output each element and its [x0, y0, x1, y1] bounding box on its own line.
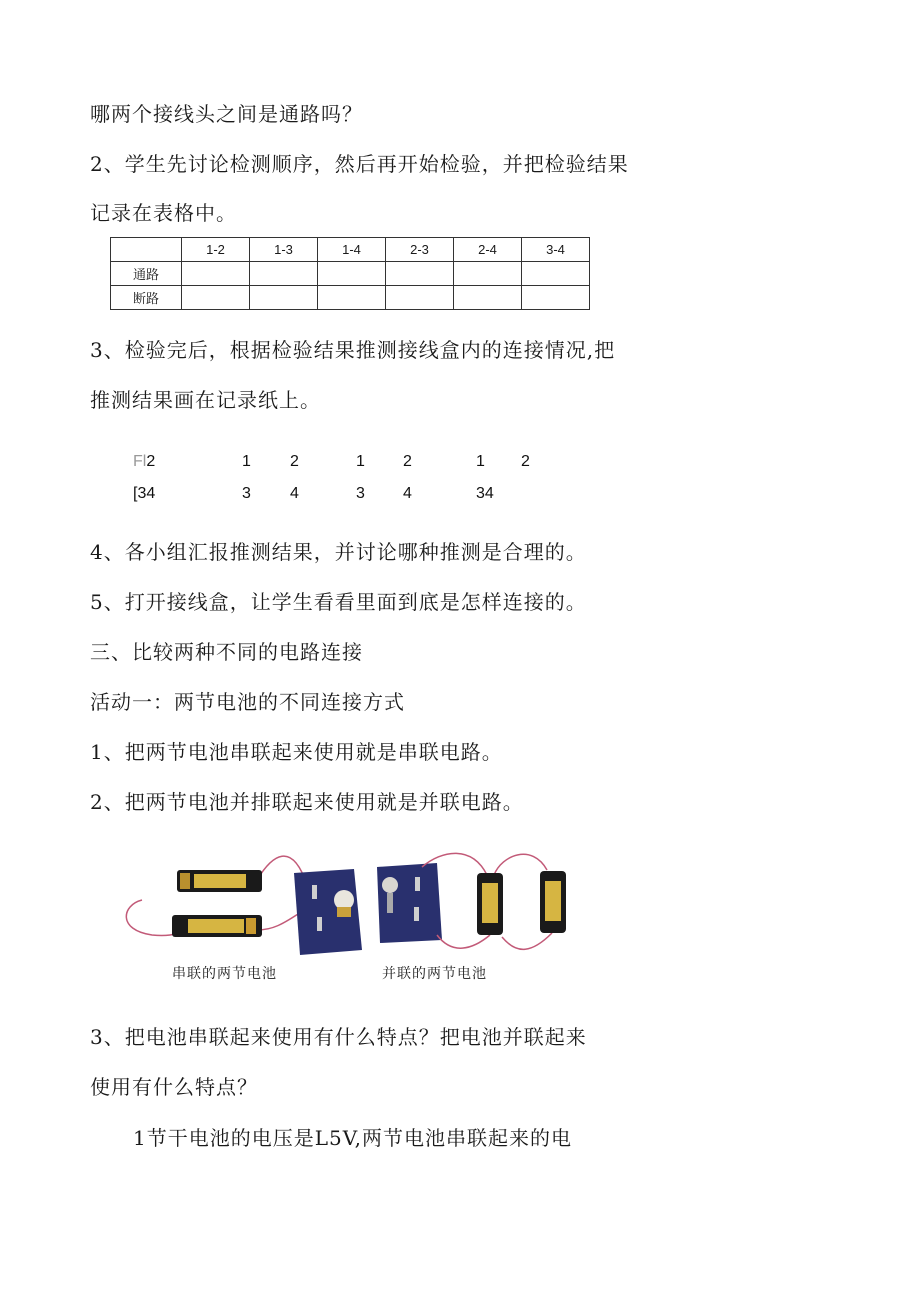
text-line: 推测结果画在记录纸上。	[90, 388, 321, 412]
parallel-batteries-illustration	[377, 853, 566, 949]
table-corner-cell	[111, 238, 182, 262]
guess-label: 1	[356, 453, 365, 470]
text-line: 2、学生先讨论检测顺序，然后再开始检验，并把检验结果	[90, 152, 629, 176]
series-batteries-illustration	[126, 856, 362, 955]
table-cell	[522, 262, 590, 286]
table-cell	[318, 286, 386, 310]
activity-heading: 活动一：两节电池的不同连接方式	[90, 690, 405, 714]
guess-label: 2	[403, 453, 412, 470]
table-header-cell: 2-4	[454, 238, 522, 262]
text-line: 4、各小组汇报推测结果，并讨论哪种推测是合理的。	[90, 540, 587, 564]
text-line: 1、把两节电池串联起来使用就是串联电路。	[90, 740, 503, 764]
guess-label: 2	[521, 453, 530, 470]
table-row-label: 通路	[111, 262, 182, 286]
table-cell	[318, 262, 386, 286]
guess-label: 3	[356, 485, 365, 502]
guess-label: 4	[290, 485, 299, 502]
table-cell	[386, 262, 454, 286]
guess-label: 2	[290, 453, 299, 470]
table-header-cell: 1-3	[250, 238, 318, 262]
table-header-cell: 2-3	[386, 238, 454, 262]
guess-label: 4	[403, 485, 412, 502]
table-cell	[182, 262, 250, 286]
photo-caption-parallel: 并联的两节电池	[382, 966, 487, 982]
text-line: 记录在表格中。	[90, 201, 237, 225]
table-header-cell: 1-2	[182, 238, 250, 262]
guess-label: 3	[242, 485, 251, 502]
guess-label-number: 2	[146, 453, 156, 470]
section-heading: 三、比较两种不同的电路连接	[90, 640, 363, 664]
table-cell	[250, 262, 318, 286]
guess-label: 1	[476, 453, 485, 470]
photo-caption-series: 串联的两节电池	[172, 966, 277, 982]
text-line: 1节干电池的电压是L5V,两节电池串联起来的电	[133, 1126, 573, 1150]
text-line: 3、检验完后，根据检验结果推测接线盒内的连接情况,把	[90, 338, 616, 362]
text-line: 哪两个接线头之间是通路吗？	[90, 102, 363, 126]
guess-label	[133, 453, 155, 471]
text-line: 5、打开接线盒，让学生看看里面到底是怎样连接的。	[90, 590, 587, 614]
table-row	[111, 286, 590, 310]
guess-label-faded: Fl	[133, 453, 147, 470]
table-header-row	[111, 238, 590, 262]
guess-label: 34	[476, 485, 494, 502]
table-cell	[182, 286, 250, 310]
guess-label: 1	[242, 453, 251, 470]
table-cell	[454, 262, 522, 286]
text-line: 使用有什么特点？	[90, 1075, 258, 1099]
text-line: 3、把电池串联起来使用有什么特点？把电池并联起来	[90, 1025, 587, 1049]
table-row-label: 断路	[111, 286, 182, 310]
text-line: 2、把两节电池并排联起来使用就是并联电路。	[90, 790, 524, 814]
table-cell	[250, 286, 318, 310]
table-header-cell: 3-4	[522, 238, 590, 262]
check-table	[110, 237, 590, 310]
table-cell	[454, 286, 522, 310]
table-header-cell: 1-4	[318, 238, 386, 262]
table-row	[111, 262, 590, 286]
table-cell	[386, 286, 454, 310]
guess-label: [34	[133, 485, 156, 502]
table-cell	[522, 286, 590, 310]
